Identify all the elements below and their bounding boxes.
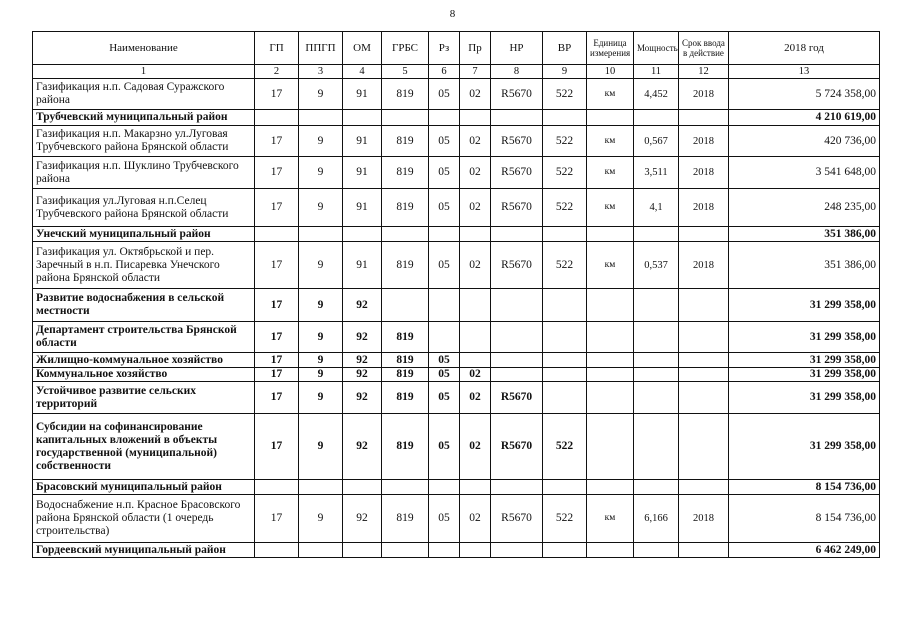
row-vr <box>543 289 587 322</box>
row-rz: 05 <box>429 157 460 189</box>
row-ppgp: 9 <box>299 79 343 110</box>
row-grbs: 819 <box>382 414 429 480</box>
row-sum: 351 386,00 <box>729 227 880 242</box>
row-sum: 4 210 619,00 <box>729 110 880 126</box>
row-term <box>679 289 729 322</box>
table-row <box>33 79 880 110</box>
row-gp: 17 <box>255 382 299 414</box>
row-term <box>679 353 729 368</box>
table-row <box>33 414 880 480</box>
row-nr: R5670 <box>491 126 543 157</box>
row-name: Департамент строительства Брянской области <box>33 322 255 353</box>
col-number: 6 <box>429 65 460 79</box>
row-term <box>679 480 729 495</box>
row-nr <box>491 353 543 368</box>
row-unit: км <box>587 242 634 289</box>
table-row <box>33 289 880 322</box>
row-sum: 31 299 358,00 <box>729 414 880 480</box>
table-row <box>33 157 880 189</box>
row-capacity <box>634 543 679 558</box>
row-term <box>679 110 729 126</box>
row-capacity: 4,452 <box>634 79 679 110</box>
row-nr: R5670 <box>491 495 543 543</box>
row-grbs: 819 <box>382 157 429 189</box>
page-number: 8 <box>449 8 456 20</box>
row-gp: 17 <box>255 414 299 480</box>
row-gp: 17 <box>255 79 299 110</box>
col-number: 4 <box>343 65 382 79</box>
row-om <box>343 227 382 242</box>
row-capacity <box>634 368 679 382</box>
row-ppgp: 9 <box>299 368 343 382</box>
row-om: 91 <box>343 242 382 289</box>
row-nr: R5670 <box>491 157 543 189</box>
row-ppgp: 9 <box>299 382 343 414</box>
header-unit: Единица измерения <box>587 32 634 65</box>
row-sum: 351 386,00 <box>729 242 880 289</box>
row-capacity <box>634 227 679 242</box>
row-name: Жилищно-коммунальное хозяйство <box>33 353 255 368</box>
row-ppgp: 9 <box>299 126 343 157</box>
row-capacity <box>634 289 679 322</box>
row-ppgp: 9 <box>299 189 343 227</box>
row-rz <box>429 480 460 495</box>
row-ppgp: 9 <box>299 495 343 543</box>
row-om <box>343 543 382 558</box>
row-nr <box>491 227 543 242</box>
row-om: 91 <box>343 189 382 227</box>
row-vr <box>543 353 587 368</box>
row-rz: 05 <box>429 382 460 414</box>
row-capacity <box>634 322 679 353</box>
row-ppgp: 9 <box>299 414 343 480</box>
header-row <box>33 32 880 65</box>
row-capacity <box>634 110 679 126</box>
row-gp <box>255 110 299 126</box>
col-number: 3 <box>299 65 343 79</box>
row-gp <box>255 543 299 558</box>
row-unit: км <box>587 157 634 189</box>
row-nr: R5670 <box>491 242 543 289</box>
header-term: Срок ввода в действие <box>679 32 729 65</box>
row-sum: 3 541 648,00 <box>729 157 880 189</box>
row-unit: км <box>587 189 634 227</box>
row-capacity: 4,1 <box>634 189 679 227</box>
row-om: 91 <box>343 157 382 189</box>
budget-table <box>32 31 880 558</box>
table-row <box>33 382 880 414</box>
row-name: Газификация н.п. Шуклино Трубчевского района <box>33 157 255 189</box>
row-grbs <box>382 110 429 126</box>
table-row <box>33 126 880 157</box>
row-om <box>343 110 382 126</box>
table-row <box>33 368 880 382</box>
col-number: 8 <box>491 65 543 79</box>
row-grbs <box>382 543 429 558</box>
row-gp: 17 <box>255 495 299 543</box>
row-grbs <box>382 480 429 495</box>
row-grbs: 819 <box>382 79 429 110</box>
row-name: Устойчивое развитие сельских территорий <box>33 382 255 414</box>
row-gp: 17 <box>255 289 299 322</box>
row-om <box>343 480 382 495</box>
row-om: 92 <box>343 368 382 382</box>
table-row <box>33 110 880 126</box>
row-gp <box>255 227 299 242</box>
row-gp: 17 <box>255 157 299 189</box>
row-rz <box>429 322 460 353</box>
row-pr <box>460 322 491 353</box>
row-nr <box>491 110 543 126</box>
row-name: Развитие водоснабжения в сельской местности <box>33 289 255 322</box>
row-gp: 17 <box>255 368 299 382</box>
col-number: 11 <box>634 65 679 79</box>
row-unit <box>587 289 634 322</box>
table-row <box>33 227 880 242</box>
row-capacity: 6,166 <box>634 495 679 543</box>
row-om: 91 <box>343 79 382 110</box>
row-gp: 17 <box>255 189 299 227</box>
row-vr <box>543 543 587 558</box>
row-nr <box>491 289 543 322</box>
row-unit <box>587 227 634 242</box>
row-nr <box>491 368 543 382</box>
row-name: Брасовский муниципальный район <box>33 480 255 495</box>
header-om: ОМ <box>343 32 382 65</box>
row-nr: R5670 <box>491 382 543 414</box>
header-name: Наименование <box>33 32 255 65</box>
row-grbs: 819 <box>382 368 429 382</box>
row-ppgp: 9 <box>299 157 343 189</box>
table-row <box>33 495 880 543</box>
row-term: 2018 <box>679 242 729 289</box>
row-pr: 02 <box>460 126 491 157</box>
row-ppgp: 9 <box>299 322 343 353</box>
row-pr <box>460 227 491 242</box>
row-term: 2018 <box>679 189 729 227</box>
row-rz: 05 <box>429 189 460 227</box>
row-pr: 02 <box>460 79 491 110</box>
row-unit: км <box>587 495 634 543</box>
row-om: 92 <box>343 414 382 480</box>
row-ppgp <box>299 480 343 495</box>
row-sum: 31 299 358,00 <box>729 368 880 382</box>
row-unit <box>587 110 634 126</box>
row-name: Газификация н.п. Садовая Суражского района <box>33 79 255 110</box>
row-pr <box>460 353 491 368</box>
row-capacity <box>634 480 679 495</box>
row-vr: 522 <box>543 126 587 157</box>
row-grbs: 819 <box>382 322 429 353</box>
header-pr: Пр <box>460 32 491 65</box>
row-capacity <box>634 414 679 480</box>
row-pr <box>460 110 491 126</box>
row-sum: 5 724 358,00 <box>729 79 880 110</box>
row-nr <box>491 543 543 558</box>
col-number: 13 <box>729 65 880 79</box>
row-ppgp: 9 <box>299 353 343 368</box>
row-om: 92 <box>343 382 382 414</box>
table-row <box>33 353 880 368</box>
row-vr: 522 <box>543 79 587 110</box>
row-pr: 02 <box>460 382 491 414</box>
row-sum: 31 299 358,00 <box>729 322 880 353</box>
row-name: Трубчевский муниципальный район <box>33 110 255 126</box>
row-term <box>679 227 729 242</box>
row-grbs <box>382 289 429 322</box>
row-capacity <box>634 353 679 368</box>
row-pr: 02 <box>460 189 491 227</box>
row-gp: 17 <box>255 322 299 353</box>
row-term <box>679 368 729 382</box>
row-rz <box>429 110 460 126</box>
col-number: 9 <box>543 65 587 79</box>
header-capacity: Мощность <box>634 32 679 65</box>
row-vr <box>543 227 587 242</box>
row-term: 2018 <box>679 157 729 189</box>
row-gp: 17 <box>255 353 299 368</box>
row-term: 2018 <box>679 79 729 110</box>
row-grbs <box>382 227 429 242</box>
row-ppgp: 9 <box>299 289 343 322</box>
row-vr: 522 <box>543 242 587 289</box>
table-row <box>33 242 880 289</box>
col-number: 2 <box>255 65 299 79</box>
row-grbs: 819 <box>382 495 429 543</box>
row-capacity: 0,537 <box>634 242 679 289</box>
row-sum: 8 154 736,00 <box>729 495 880 543</box>
row-name: Водоснабжение н.п. Красное Брасовского района Брянской области (1 очередь строительства) <box>33 495 255 543</box>
row-grbs: 819 <box>382 242 429 289</box>
row-om: 91 <box>343 126 382 157</box>
row-unit <box>587 543 634 558</box>
row-unit <box>587 353 634 368</box>
row-ppgp: 9 <box>299 242 343 289</box>
row-nr: R5670 <box>491 79 543 110</box>
row-om: 92 <box>343 289 382 322</box>
row-rz <box>429 289 460 322</box>
row-sum: 31 299 358,00 <box>729 289 880 322</box>
header-vr: ВР <box>543 32 587 65</box>
row-unit <box>587 382 634 414</box>
row-rz: 05 <box>429 414 460 480</box>
row-vr: 522 <box>543 189 587 227</box>
row-unit <box>587 322 634 353</box>
row-ppgp <box>299 543 343 558</box>
row-name: Газификация ул.Луговая н.п.Селец Трубчевского района Брянской области <box>33 189 255 227</box>
row-rz: 05 <box>429 368 460 382</box>
row-rz: 05 <box>429 126 460 157</box>
row-unit <box>587 480 634 495</box>
row-term: 2018 <box>679 126 729 157</box>
row-sum: 420 736,00 <box>729 126 880 157</box>
table-row <box>33 480 880 495</box>
row-gp: 17 <box>255 126 299 157</box>
row-sum: 31 299 358,00 <box>729 353 880 368</box>
header-gp: ГП <box>255 32 299 65</box>
header-grbs: ГРБС <box>382 32 429 65</box>
row-gp <box>255 480 299 495</box>
row-pr: 02 <box>460 414 491 480</box>
row-sum: 8 154 736,00 <box>729 480 880 495</box>
row-capacity: 0,567 <box>634 126 679 157</box>
row-grbs: 819 <box>382 353 429 368</box>
row-nr <box>491 480 543 495</box>
row-grbs: 819 <box>382 382 429 414</box>
row-gp: 17 <box>255 242 299 289</box>
row-unit <box>587 368 634 382</box>
row-om: 92 <box>343 353 382 368</box>
row-name: Газификация н.п. Макарзно ул.Луговая Трубчевского района Брянской области <box>33 126 255 157</box>
row-rz: 05 <box>429 353 460 368</box>
row-sum: 31 299 358,00 <box>729 382 880 414</box>
row-pr: 02 <box>460 242 491 289</box>
col-number: 1 <box>33 65 255 79</box>
table-row <box>33 189 880 227</box>
row-vr <box>543 322 587 353</box>
row-nr: R5670 <box>491 414 543 480</box>
row-pr: 02 <box>460 157 491 189</box>
row-term <box>679 382 729 414</box>
row-om: 92 <box>343 322 382 353</box>
col-number: 7 <box>460 65 491 79</box>
header-nr: НР <box>491 32 543 65</box>
row-vr: 522 <box>543 495 587 543</box>
row-name: Газификация ул. Октябрьской и пер. Заречный в н.п. Писаревка Унечского района Брянской области <box>33 242 255 289</box>
row-om: 92 <box>343 495 382 543</box>
row-pr: 02 <box>460 368 491 382</box>
row-name: Субсидии на софинансирование капитальных вложений в объекты государственной (муниципальной) собственности <box>33 414 255 480</box>
row-name: Коммунальное хозяйство <box>33 368 255 382</box>
col-number: 5 <box>382 65 429 79</box>
row-grbs: 819 <box>382 126 429 157</box>
row-rz: 05 <box>429 242 460 289</box>
row-rz <box>429 227 460 242</box>
row-grbs: 819 <box>382 189 429 227</box>
row-term <box>679 322 729 353</box>
row-pr: 02 <box>460 495 491 543</box>
header-rz: Рз <box>429 32 460 65</box>
row-vr <box>543 382 587 414</box>
row-vr: 522 <box>543 414 587 480</box>
col-number: 10 <box>587 65 634 79</box>
table-row <box>33 322 880 353</box>
row-vr: 522 <box>543 157 587 189</box>
row-term <box>679 543 729 558</box>
row-nr: R5670 <box>491 189 543 227</box>
row-sum: 248 235,00 <box>729 189 880 227</box>
row-vr <box>543 480 587 495</box>
row-unit <box>587 414 634 480</box>
header-ppgp: ППГП <box>299 32 343 65</box>
row-ppgp <box>299 227 343 242</box>
row-term: 2018 <box>679 495 729 543</box>
row-ppgp <box>299 110 343 126</box>
column-number-row <box>33 65 880 79</box>
header-year: 2018 год <box>729 32 880 65</box>
row-pr <box>460 543 491 558</box>
row-rz: 05 <box>429 495 460 543</box>
row-vr <box>543 368 587 382</box>
row-unit: км <box>587 126 634 157</box>
row-pr <box>460 480 491 495</box>
row-nr <box>491 322 543 353</box>
row-rz: 05 <box>429 79 460 110</box>
col-number: 12 <box>679 65 729 79</box>
row-pr <box>460 289 491 322</box>
row-vr <box>543 110 587 126</box>
row-unit: км <box>587 79 634 110</box>
row-name: Унечский муниципальный район <box>33 227 255 242</box>
row-sum: 6 462 249,00 <box>729 543 880 558</box>
row-capacity: 3,511 <box>634 157 679 189</box>
table-row <box>33 543 880 558</box>
row-name: Гордеевский муниципальный район <box>33 543 255 558</box>
row-capacity <box>634 382 679 414</box>
row-rz <box>429 543 460 558</box>
row-term <box>679 414 729 480</box>
